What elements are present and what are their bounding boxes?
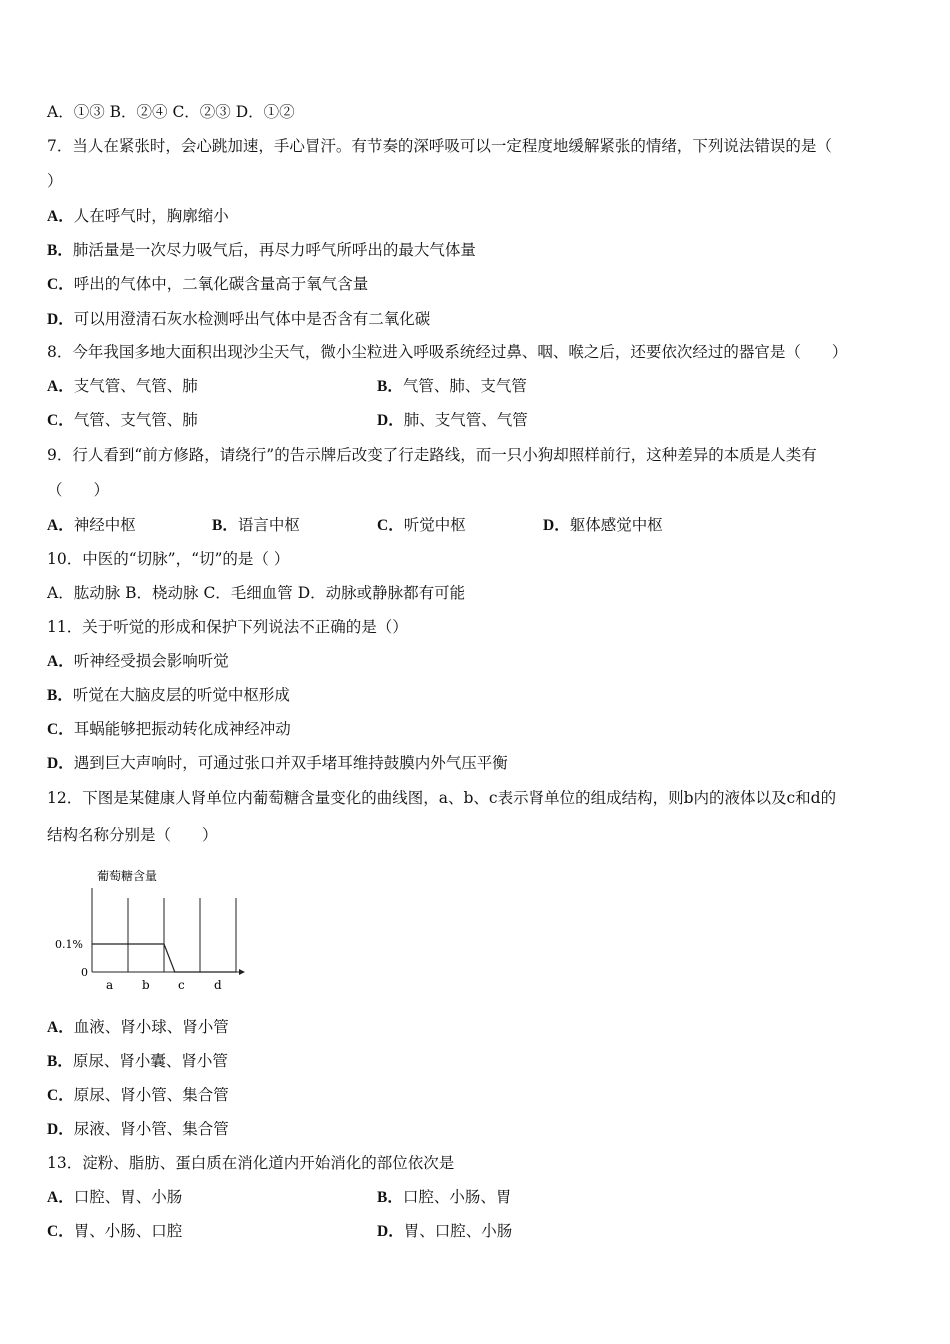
q6-options-text: A．①③ B．②④ C．②③ D．①② <box>47 103 295 121</box>
q12-option-c[interactable] <box>47 1085 229 1106</box>
q11-option-d-text: 遇到巨大声响时，可通过张口并双手堵耳维持鼓膜内外气压平衡 <box>73 754 508 772</box>
q11-option-b[interactable] <box>47 685 290 706</box>
q8-option-c-text: 气管、支气管、肺 <box>73 411 198 429</box>
q8-options-row2 <box>47 410 907 431</box>
q13-option-a-label: A． <box>47 1189 74 1206</box>
q11-option-b-text: 听觉在大脑皮层的听觉中枢形成 <box>72 686 290 704</box>
q11-stem-text: 11．关于听觉的形成和保护下列说法不正确的是（） <box>47 618 408 636</box>
glucose-point-3 <box>174 971 175 972</box>
x-tick-label-d: d <box>214 978 222 992</box>
q7-option-d[interactable] <box>47 309 430 330</box>
q8-option-d-label: D． <box>377 412 404 429</box>
q13-option-b-text: 口腔、小肠、胃 <box>402 1188 512 1206</box>
q13-stem-text: 13．淀粉、脂肪、蛋白质在消化道内开始消化的部位依次是 <box>47 1154 455 1172</box>
q12-stem-line1 <box>47 788 836 808</box>
q10-stem-text: 10．中医的“切脉”，“切”的是（ ） <box>47 550 290 568</box>
q9-option-b-label: B． <box>212 517 238 534</box>
q12-option-d[interactable] <box>47 1119 229 1140</box>
glucose-point-2 <box>163 943 164 944</box>
q8-stem-text: 8．今年我国多地大面积出现沙尘天气，微小尘粒进入呼吸系统经过鼻、咽、喉之后，还要依次经过的器官是（ ） <box>47 343 848 361</box>
q9-option-a-text: 神经中枢 <box>73 516 136 534</box>
q13-option-a[interactable] <box>47 1188 182 1206</box>
q13-option-b-label: B． <box>377 1189 403 1206</box>
glucose-chart-svg <box>55 862 255 998</box>
q9-option-d-label: D． <box>543 517 570 534</box>
q12-stem-line2 <box>47 825 218 845</box>
q8-option-b-text: 气管、肺、支气管 <box>402 377 527 395</box>
q9-option-d[interactable] <box>543 515 663 536</box>
q11-option-d[interactable] <box>47 753 508 774</box>
glucose-chart <box>55 862 255 998</box>
q13-option-d-label: D． <box>377 1223 404 1240</box>
q9-option-c-label: C． <box>377 517 404 534</box>
q13-option-d[interactable] <box>377 1221 512 1242</box>
q13-options-row1 <box>47 1187 907 1208</box>
q11-option-a[interactable] <box>47 651 229 672</box>
x-tick-label-a: a <box>106 978 114 992</box>
q13-option-b[interactable] <box>377 1187 511 1208</box>
q12-option-b-text: 原尿、肾小囊、肾小管 <box>72 1052 228 1070</box>
q7-option-d-text: 可以用澄清石灰水检测呼出气体中是否含有二氧化碳 <box>73 310 431 328</box>
q9-option-c-text: 听觉中枢 <box>403 516 466 534</box>
glucose-point-5 <box>235 971 236 972</box>
q12-stem-text-1: 12．下图是某健康人肾单位内葡萄糖含量变化的曲线图，a、b、c表示肾单位的组成结构，则b内的液体以及c和d的 <box>47 789 837 807</box>
q9-option-c[interactable] <box>377 515 466 536</box>
q12-option-a[interactable] <box>47 1017 229 1038</box>
q12-option-d-label: D． <box>47 1121 74 1138</box>
q9-stem-line2 <box>47 480 109 500</box>
q12-option-a-label: A． <box>47 1019 74 1036</box>
q9-option-a[interactable] <box>47 516 136 534</box>
q11-option-a-label: A． <box>47 653 74 670</box>
q8-option-b[interactable] <box>377 376 527 397</box>
q7-option-b-label: B． <box>47 242 73 259</box>
q13-option-d-text: 胃、口腔、小肠 <box>403 1222 513 1240</box>
q7-option-b-text: 肺活量是一次尽力吸气后，再尽力呼气所呼出的最大气体量 <box>72 241 476 259</box>
glucose-point-4 <box>199 971 200 972</box>
q8-stem <box>47 342 847 362</box>
chart-ylabel: 葡萄糖含量 <box>97 869 158 883</box>
q11-option-a-text: 听神经受损会影响听觉 <box>73 652 229 670</box>
q7-option-c[interactable] <box>47 274 368 295</box>
q13-options-row2 <box>47 1221 907 1242</box>
q9-options-row <box>47 515 907 536</box>
q6-options <box>47 102 295 122</box>
q9-option-a-label: A． <box>47 517 74 534</box>
q7-stem-line1 <box>47 136 832 156</box>
q13-stem <box>47 1153 454 1173</box>
q7-option-c-label: C． <box>47 276 74 293</box>
q8-option-d-text: 肺、支气管、气管 <box>403 411 528 429</box>
q7-option-d-label: D． <box>47 311 74 328</box>
q12-option-c-text: 原尿、肾小管、集合管 <box>73 1086 229 1104</box>
q11-option-c[interactable] <box>47 719 291 740</box>
x-axis-arrow <box>239 969 245 975</box>
glucose-point-0 <box>91 943 92 944</box>
q9-stem-line1 <box>47 445 817 465</box>
q9-option-d-text: 躯体感觉中枢 <box>569 516 663 534</box>
q12-stem-text-2: 结构名称分别是（ ） <box>47 826 218 844</box>
q10-options-text: A．肱动脉 B．桡动脉 C．毛细血管 D．动脉或静脉都有可能 <box>47 584 466 602</box>
q7-stem-text-1: 7．当人在紧张时，会心跳加速，手心冒汗。有节奏的深呼吸可以一定程度地缓解紧张的情绪，下列说法错误的是（ <box>47 137 832 155</box>
q12-option-b-label: B． <box>47 1053 73 1070</box>
q8-options-row1 <box>47 376 907 397</box>
q13-option-c-label: C． <box>47 1223 74 1240</box>
q8-option-d[interactable] <box>377 410 528 431</box>
q7-option-a-label: A． <box>47 208 74 225</box>
q8-option-c-label: C． <box>47 412 74 429</box>
q10-stem <box>47 549 289 569</box>
q11-option-d-label: D． <box>47 755 74 772</box>
q9-stem-text-2: （ ） <box>47 481 110 499</box>
q8-option-a-text: 支气管、气管、肺 <box>73 377 198 395</box>
q8-option-a-label: A． <box>47 378 74 395</box>
q12-option-d-text: 尿液、肾小管、集合管 <box>73 1120 229 1138</box>
x-tick-label-b: b <box>142 978 150 992</box>
y-tick-label-0.1: 0.1% <box>55 938 83 951</box>
q13-option-a-text: 口腔、胃、小肠 <box>73 1188 183 1206</box>
q8-option-c[interactable] <box>47 411 198 429</box>
q11-option-c-label: C． <box>47 721 74 738</box>
x-tick-label-c: c <box>178 978 185 992</box>
q10-options <box>47 583 465 603</box>
q7-option-a-text: 人在呼气时，胸廓缩小 <box>73 207 229 225</box>
q7-option-b[interactable] <box>47 240 476 261</box>
q7-stem-line2 <box>47 171 63 191</box>
q12-option-c-label: C． <box>47 1087 74 1104</box>
q7-option-c-text: 呼出的气体中，二氧化碳含量高于氧气含量 <box>73 275 369 293</box>
q9-option-b[interactable] <box>212 515 300 536</box>
q8-option-b-label: B． <box>377 378 403 395</box>
q13-option-c[interactable] <box>47 1222 182 1240</box>
q11-option-c-text: 耳蜗能够把振动转化成神经冲动 <box>73 720 291 738</box>
q12-option-b[interactable] <box>47 1051 228 1072</box>
q11-option-b-label: B． <box>47 687 73 704</box>
q9-option-b-text: 语言中枢 <box>237 516 300 534</box>
q12-option-a-text: 血液、肾小球、肾小管 <box>73 1018 229 1036</box>
q11-stem <box>47 617 408 637</box>
q7-stem-text-2: ） <box>47 172 63 190</box>
glucose-point-1 <box>127 943 128 944</box>
q13-option-c-text: 胃、小肠、口腔 <box>73 1222 183 1240</box>
q9-stem-text-1: 9．行人看到“前方修路，请绕行”的告示牌后改变了行走路线，而一只小狗却照样前行，这种差异的本质是人类有 <box>47 446 817 464</box>
q8-option-a[interactable] <box>47 377 198 395</box>
q7-option-a[interactable] <box>47 206 229 227</box>
y-tick-label-0: 0 <box>81 966 88 979</box>
